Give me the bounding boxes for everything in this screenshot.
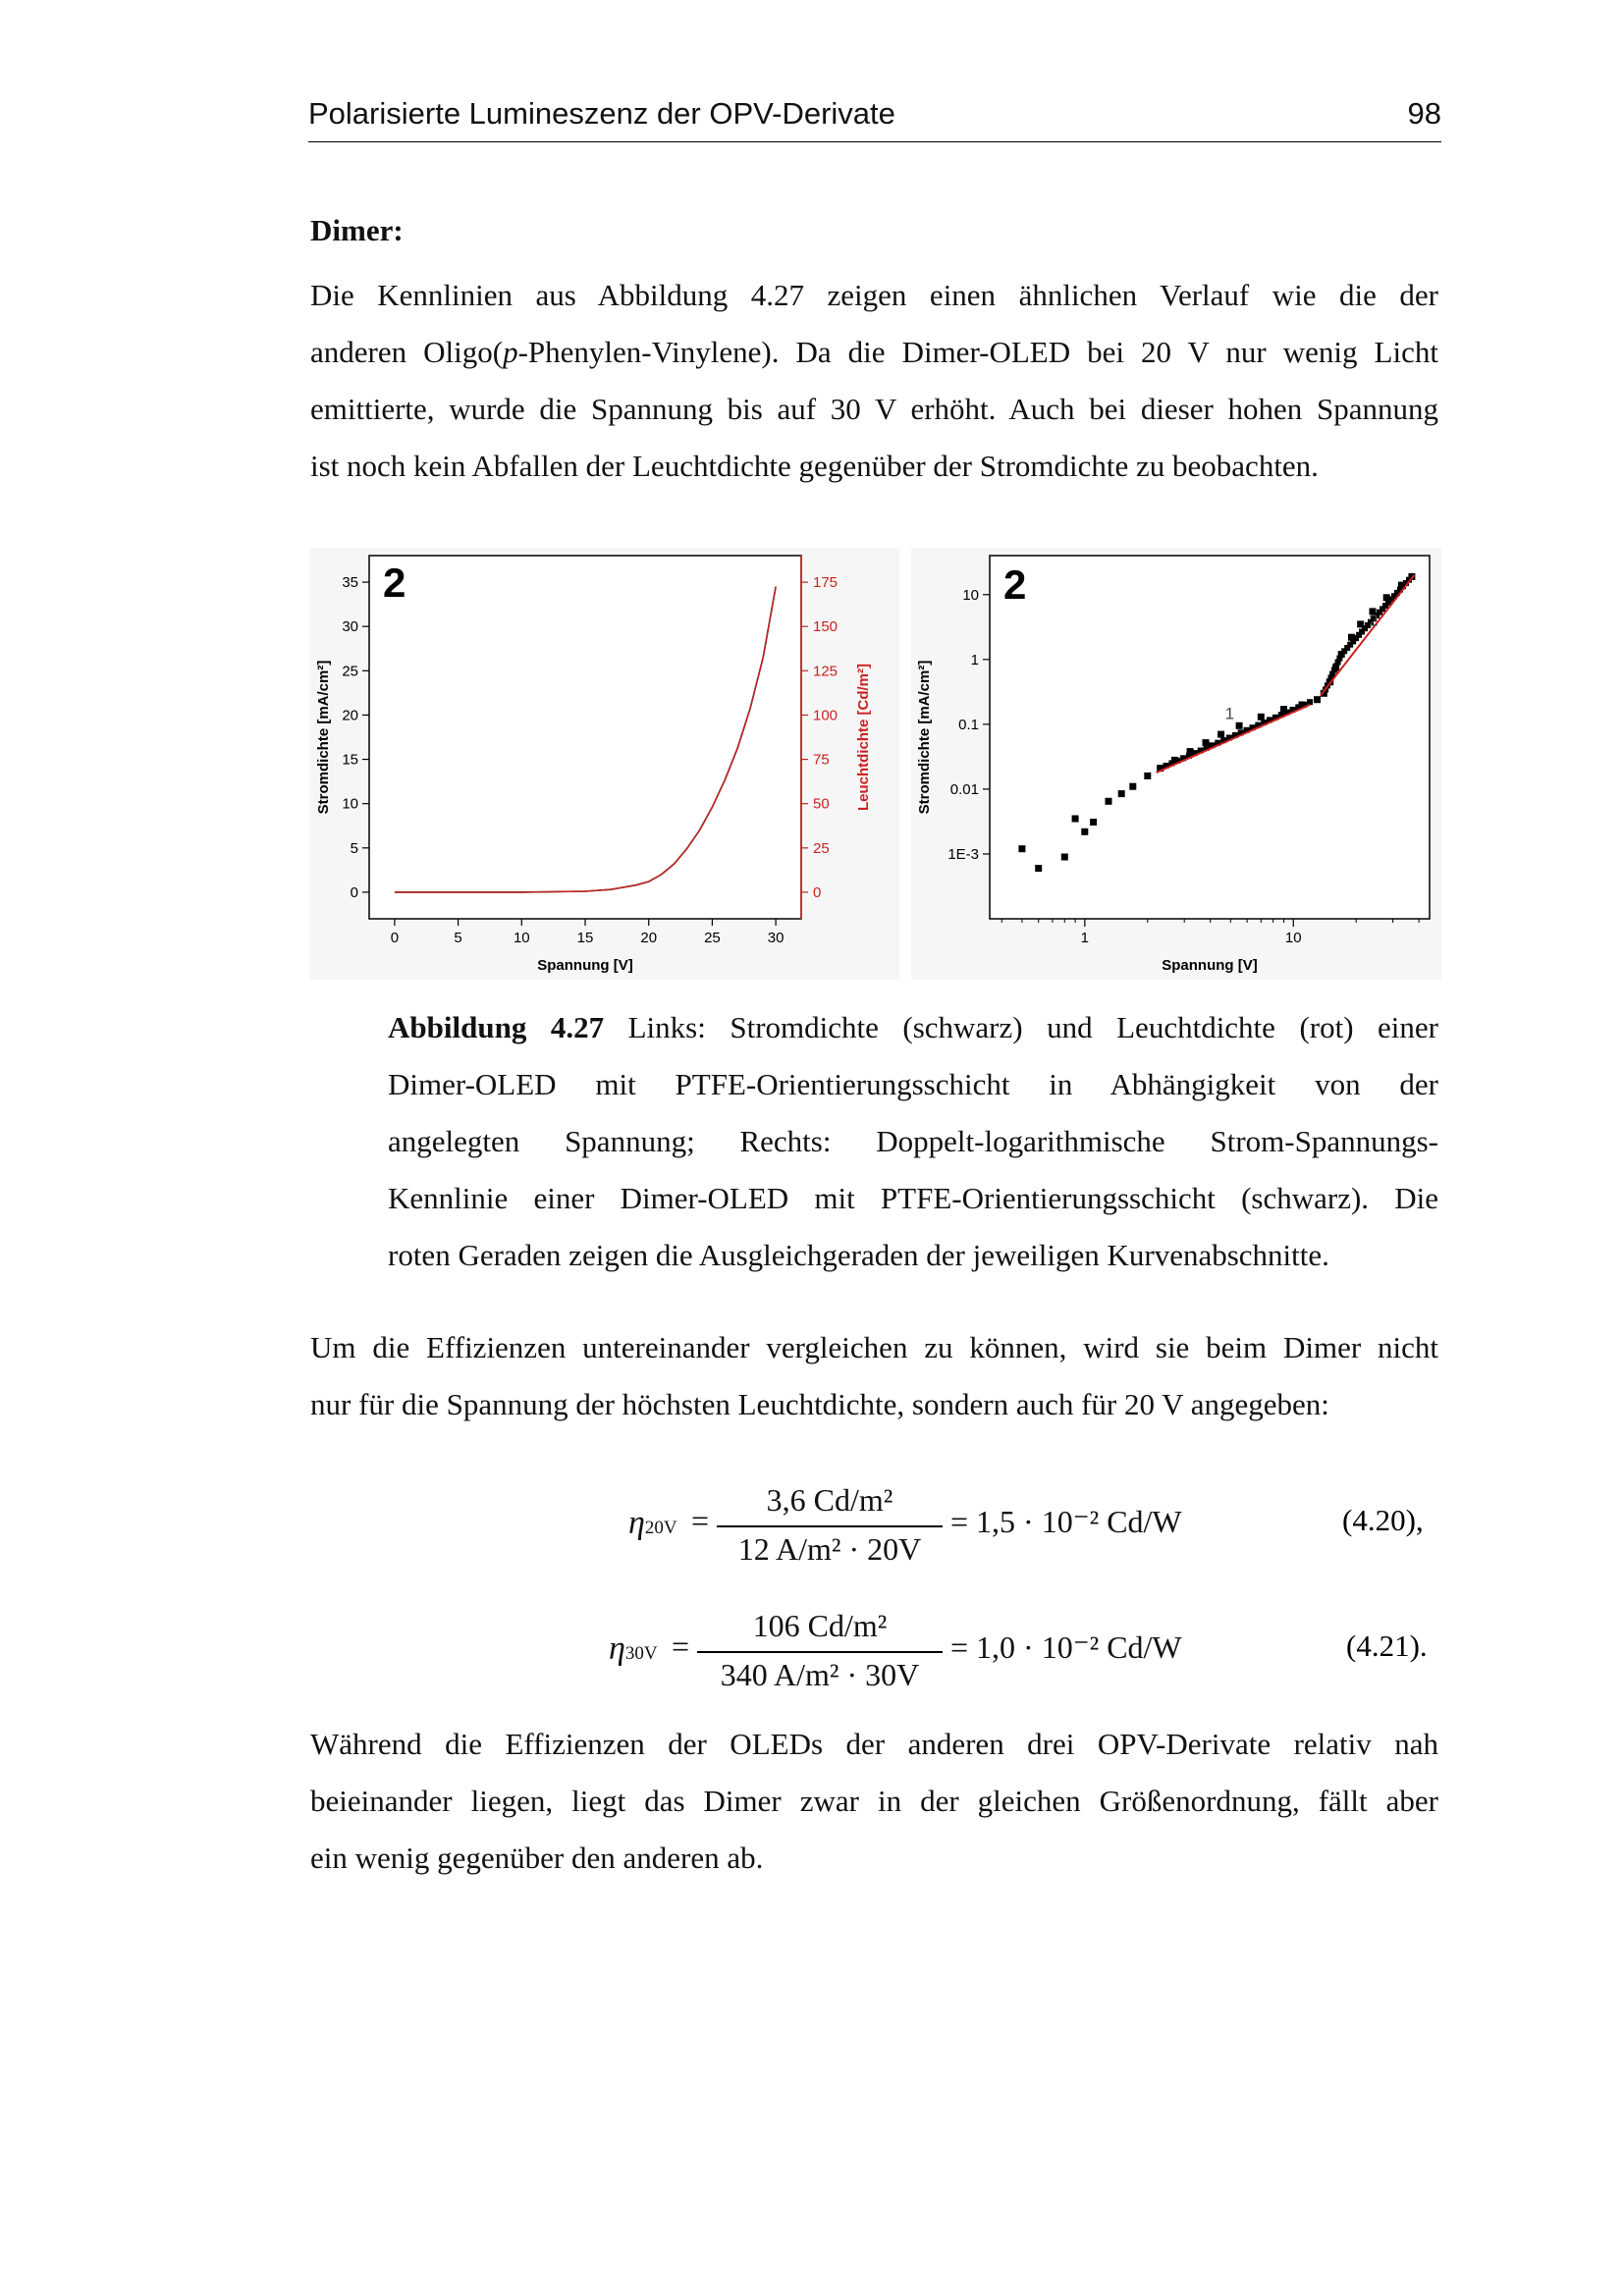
panel-label: 2 bbox=[383, 560, 406, 606]
text-line: Um die Effizienzen untereinander vergleichen zu können, wird sie beim Dimer nicht bbox=[310, 1330, 1438, 1364]
y2-tick-label: 0 bbox=[813, 883, 822, 901]
x-tick-label: 1 bbox=[1080, 930, 1090, 946]
plot-area bbox=[990, 556, 1430, 919]
x-tick-label: 15 bbox=[576, 930, 594, 946]
x-axis-label: Spannung [V] bbox=[1162, 957, 1258, 974]
y2-tick-label: 125 bbox=[813, 663, 839, 680]
y-tick-label: 15 bbox=[342, 751, 358, 769]
result: = 1,5 · 10⁻² Cd/W bbox=[950, 1504, 1182, 1539]
text-line: ist noch kein Abfallen der Leuchtdichte gegenüber der Stromdichte zu beobachten. bbox=[310, 449, 1319, 483]
y2-tick-label: 50 bbox=[813, 795, 830, 813]
y2-axis-label: Leuchtdichte [Cd/m²] bbox=[855, 664, 872, 811]
x-tick-label: 30 bbox=[767, 930, 784, 946]
text-line: Während die Effizienzen der OLEDs der anderen drei OPV-Derivate relativ nah bbox=[310, 1727, 1438, 1761]
figure-caption bbox=[388, 999, 1438, 1284]
y-tick-label: 25 bbox=[342, 663, 358, 680]
data-point bbox=[1018, 845, 1025, 852]
text-line: anderen Oligo(p-Phenylen-Vinylene). Da die Dimer-OLED bei 20 V nur wenig Licht bbox=[310, 335, 1438, 369]
y-axis-label: Stromdichte [mA/cm²] bbox=[315, 660, 332, 815]
text-line: Abbildung 4.27 Links: Stromdichte (schwarz) und Leuchtdichte (rot) einer bbox=[388, 1010, 1438, 1044]
running-header bbox=[308, 96, 1441, 142]
text-line: Kennlinie einer Dimer-OLED mit PTFE-Orientierungsschicht (schwarz). Die bbox=[388, 1181, 1438, 1215]
data-point bbox=[1314, 696, 1321, 703]
chart-loglog bbox=[911, 548, 1441, 980]
paragraph-1 bbox=[310, 267, 1438, 495]
text-line: nur für die Spannung der höchsten Leuchtdichte, sondern auch für 20 V angegeben: bbox=[310, 1387, 1329, 1421]
y-tick-label: 30 bbox=[342, 618, 358, 636]
numerator: 106 Cd/m² bbox=[752, 1608, 888, 1643]
x-tick-label: 20 bbox=[640, 930, 658, 946]
data-point bbox=[1129, 783, 1136, 790]
text-line: beieinander liegen, liegt das Dimer zwar in der gleichen Größenordnung, fällt aber bbox=[310, 1784, 1438, 1818]
section-heading: Dimer: bbox=[310, 213, 404, 247]
y-tick-label: 10 bbox=[342, 795, 358, 813]
result: = 1,0 · 10⁻² Cd/W bbox=[950, 1629, 1182, 1665]
equation-number: (4.21). bbox=[1346, 1629, 1428, 1663]
y-tick-label: 0.1 bbox=[958, 716, 979, 733]
panel-label: 2 bbox=[1003, 561, 1027, 608]
data-point bbox=[1061, 854, 1068, 861]
caption-label: Abbildung 4.27 bbox=[388, 1010, 605, 1044]
text-line: roten Geraden zeigen die Ausgleichgeraden der jeweiligen Kurvenabschnitte. bbox=[388, 1238, 1329, 1272]
x-tick-label: 25 bbox=[704, 930, 721, 946]
x-tick-label: 10 bbox=[1284, 930, 1302, 946]
data-point bbox=[1144, 773, 1151, 779]
numerator: 3,6 Cd/m² bbox=[766, 1482, 893, 1518]
chart-linear bbox=[310, 548, 899, 980]
x-tick-label: 5 bbox=[454, 930, 462, 946]
data-point bbox=[1072, 816, 1079, 823]
text-line: angelegten Spannung; Rechts: Doppelt-logarithmische Strom-Spannungs- bbox=[388, 1124, 1438, 1158]
header-title: Polarisierte Lumineszenz der OPV-Derivate bbox=[308, 96, 895, 131]
data-point bbox=[1090, 819, 1097, 826]
equation-4-21: η30V = 106 Cd/m² 340 A/m² · 30V = 1,0 · 10⁻² Cd/W bbox=[609, 1608, 1182, 1692]
data-point bbox=[1236, 722, 1243, 729]
paragraph-2 bbox=[310, 1319, 1438, 1433]
y-tick-label: 0 bbox=[350, 883, 358, 901]
data-point bbox=[1217, 731, 1224, 738]
x-axis-label: Spannung [V] bbox=[537, 957, 633, 974]
data-point bbox=[1118, 790, 1125, 797]
text-line: emittierte, wurde die Spannung bis auf 30 V erhöht. Auch bei dieser hohen Spannung bbox=[310, 392, 1438, 426]
plot-area bbox=[369, 556, 801, 919]
data-point bbox=[1035, 865, 1042, 872]
y-tick-label: 10 bbox=[962, 586, 979, 604]
y-tick-label: 20 bbox=[342, 707, 358, 724]
y2-tick-label: 25 bbox=[813, 839, 830, 857]
x-tick-label: 0 bbox=[390, 930, 400, 946]
denominator: 12 A/m² · 20V bbox=[737, 1531, 922, 1567]
y2-tick-label: 175 bbox=[813, 574, 839, 592]
data-point bbox=[1258, 714, 1265, 721]
text-line: Die Kennlinien aus Abbildung 4.27 zeigen einen ähnlichen Verlauf wie die der bbox=[310, 278, 1438, 312]
denominator: 340 A/m² · 30V bbox=[720, 1657, 920, 1692]
y2-tick-label: 100 bbox=[813, 707, 839, 724]
x-tick-label: 10 bbox=[513, 930, 530, 946]
equation-4-20: η20V = 3,6 Cd/m² 12 A/m² · 20V = 1,5 · 10⁻² Cd/W bbox=[628, 1482, 1182, 1567]
y-tick-label: 5 bbox=[350, 839, 358, 857]
y-tick-label: 1E-3 bbox=[947, 845, 979, 863]
text-line: ein wenig gegenüber den anderen ab. bbox=[310, 1841, 764, 1875]
data-point bbox=[1106, 798, 1112, 805]
equation-number: (4.20), bbox=[1342, 1503, 1424, 1537]
data-point bbox=[1081, 828, 1088, 835]
page-number: 98 bbox=[1407, 96, 1441, 131]
annotation-1: 1 bbox=[1224, 704, 1235, 723]
text-line: Dimer-OLED mit PTFE-Orientierungsschicht in Abhängigkeit von der bbox=[388, 1067, 1438, 1101]
y2-tick-label: 150 bbox=[813, 618, 839, 636]
data-point bbox=[1307, 699, 1313, 705]
annotation-2: 2 bbox=[1369, 611, 1379, 630]
paragraph-3 bbox=[310, 1716, 1438, 1887]
y2-tick-label: 75 bbox=[813, 751, 830, 769]
y-axis-label: Stromdichte [mA/cm²] bbox=[916, 660, 933, 815]
y-tick-label: 0.01 bbox=[949, 780, 979, 798]
y-tick-label: 1 bbox=[970, 651, 979, 668]
y-tick-label: 35 bbox=[342, 574, 358, 592]
